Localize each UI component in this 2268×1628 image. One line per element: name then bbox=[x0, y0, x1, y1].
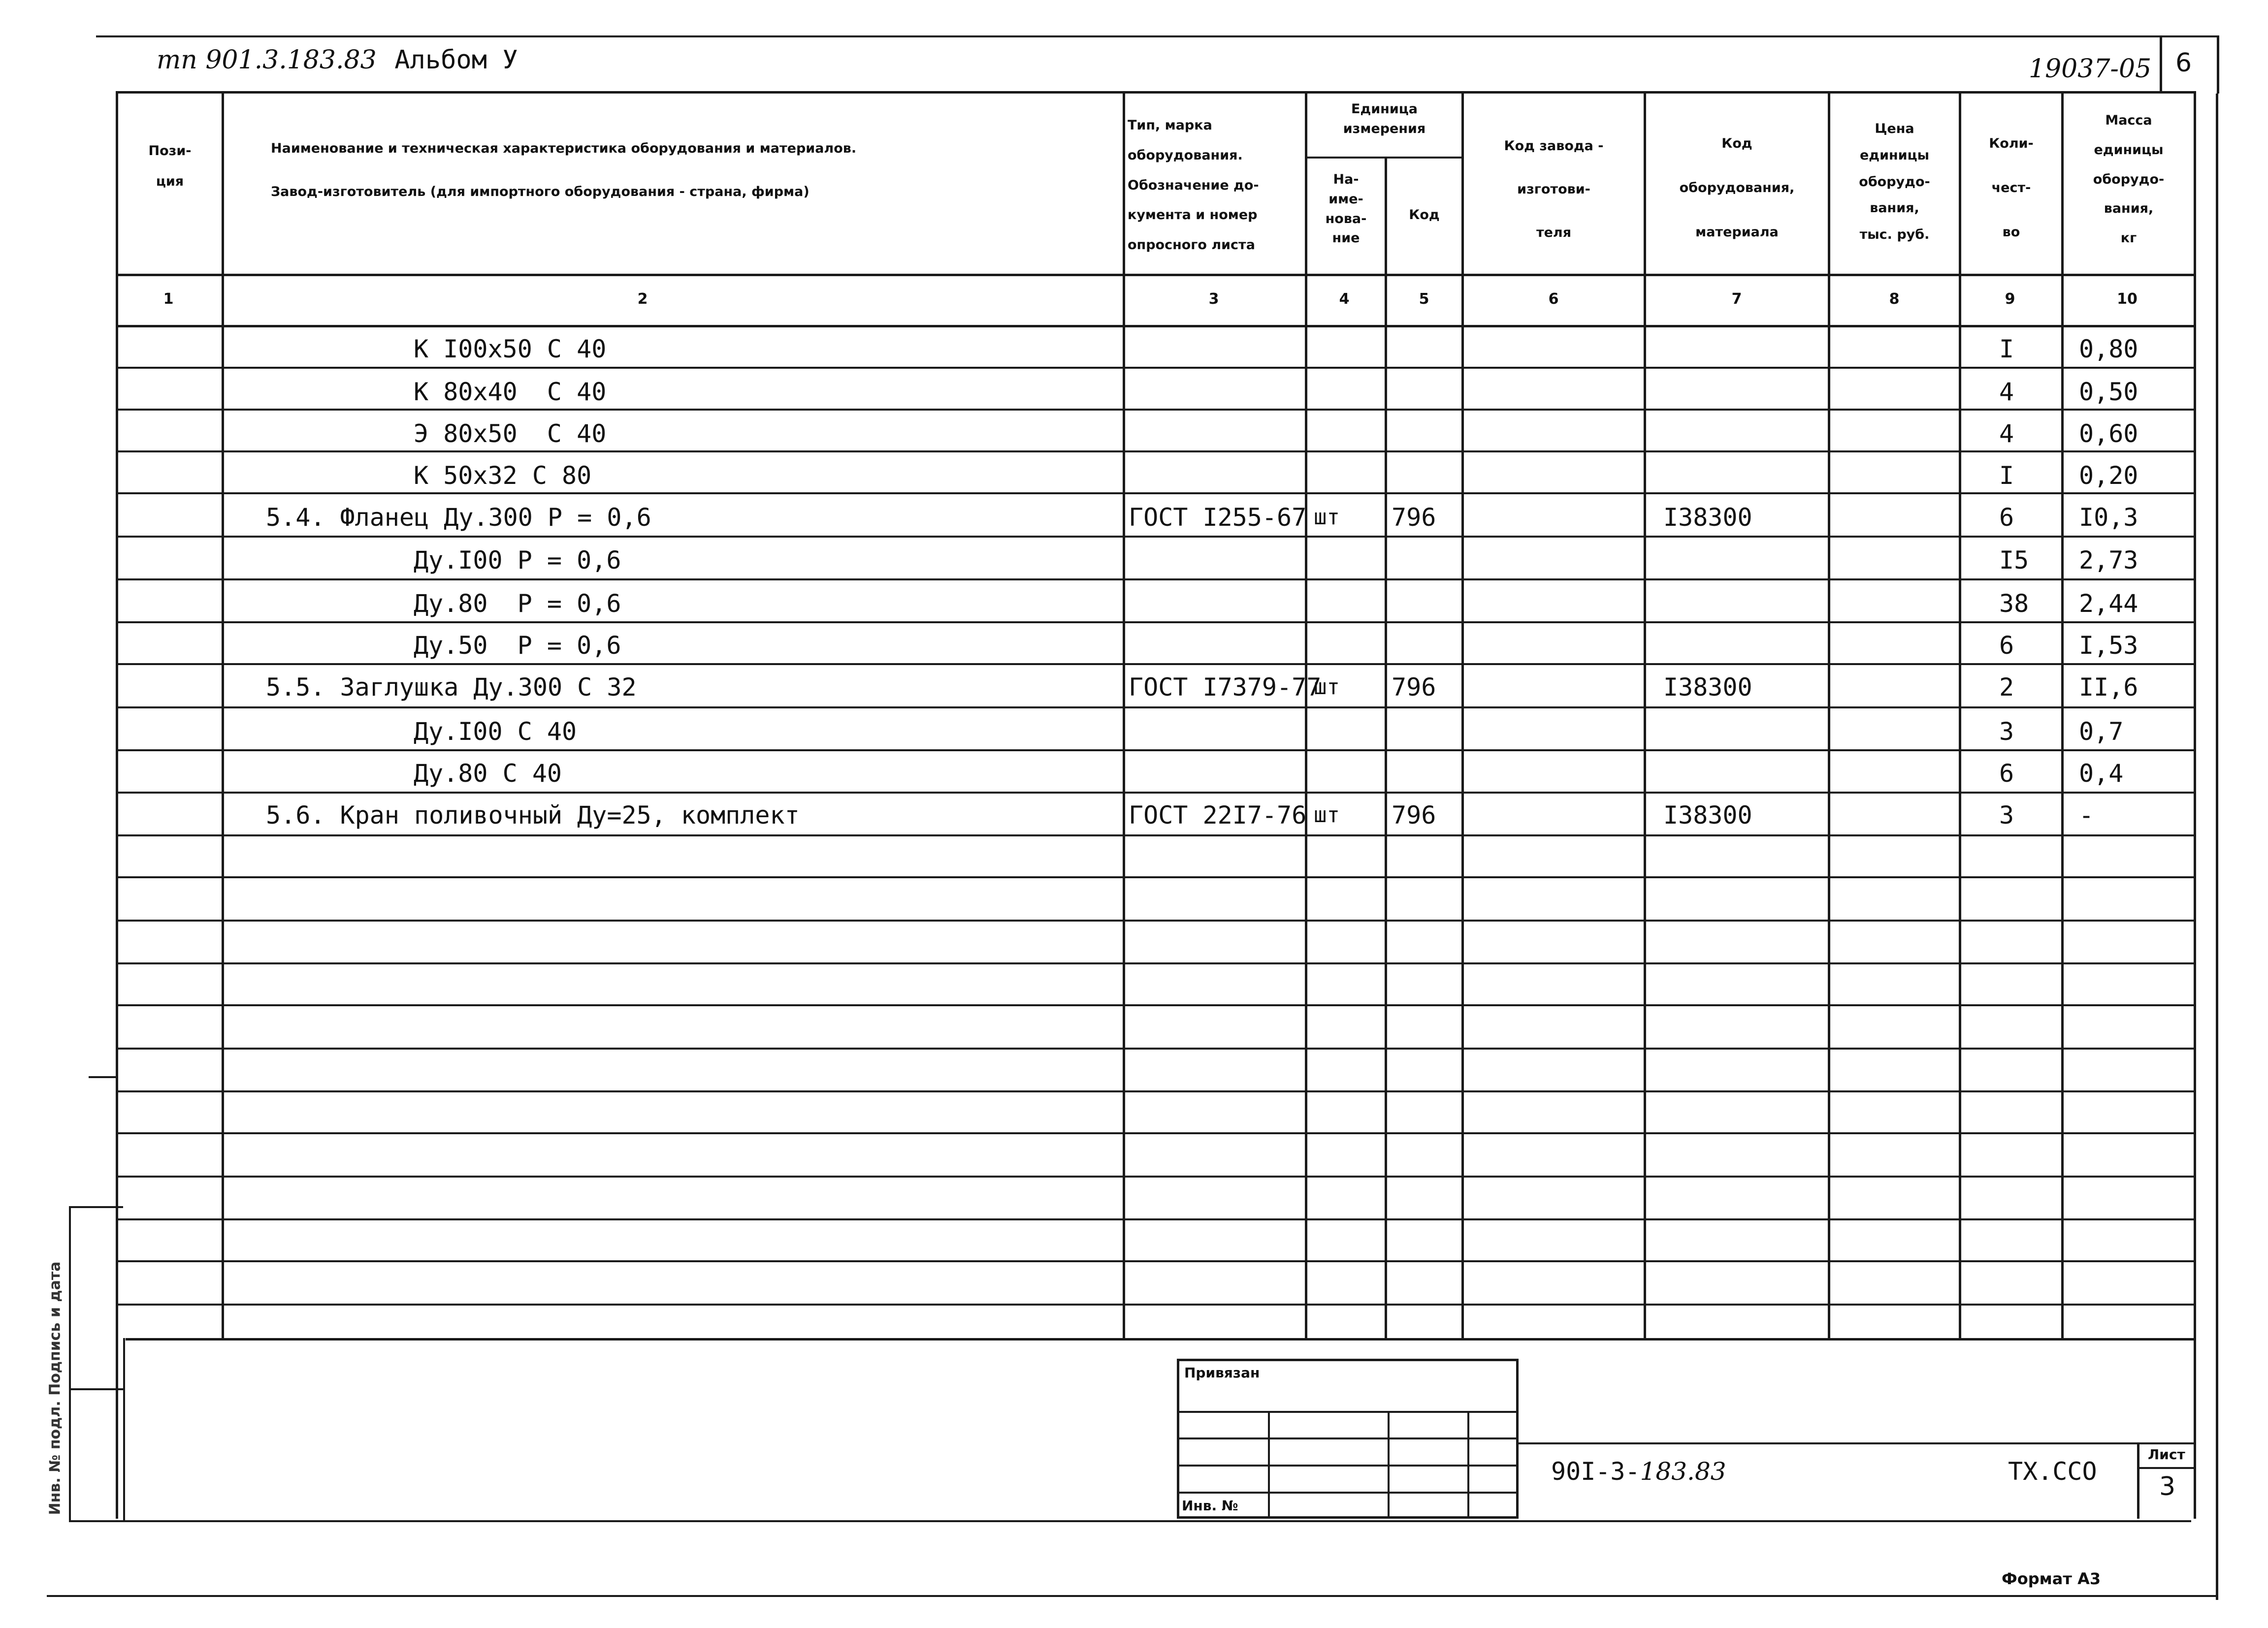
col-border-3 bbox=[1305, 91, 1307, 1338]
item-quantity: I bbox=[1999, 461, 2014, 490]
column-number-2: 2 bbox=[637, 290, 648, 308]
item-name: Ду.50 Р = 0,6 bbox=[414, 631, 621, 660]
stamp-vline-2 bbox=[1388, 1411, 1390, 1519]
item-equipment-code: I38300 bbox=[1663, 801, 1752, 830]
col-border-right bbox=[2194, 91, 2196, 1519]
item-name: 5.4. Фланец Ду.300 Р = 0,6 bbox=[266, 503, 651, 532]
col-border-1 bbox=[222, 91, 224, 1338]
header-mass: Масса единицы оборудо- вания, кг bbox=[2093, 113, 2165, 246]
row-divider bbox=[118, 409, 2194, 411]
row-divider bbox=[118, 792, 2194, 794]
item-name: Ду.80 Р = 0,6 bbox=[414, 589, 621, 618]
item-equipment-code: I38300 bbox=[1663, 503, 1752, 532]
col-border-2 bbox=[1123, 91, 1125, 1338]
archive-number: 19037-05 bbox=[2029, 54, 2152, 84]
title-block-top bbox=[1519, 1442, 2194, 1444]
item-unit-code: 796 bbox=[1392, 801, 1436, 830]
item-mass: 0,7 bbox=[2079, 717, 2124, 746]
item-quantity: I5 bbox=[1999, 546, 2029, 575]
row-divider bbox=[118, 1304, 2194, 1306]
item-quantity: 4 bbox=[1999, 378, 2014, 406]
item-name: 5.6. Кран поливочный Ду=25, комплект bbox=[266, 801, 800, 830]
item-quantity: 2 bbox=[1999, 673, 2014, 702]
item-name: К 80х40 С 40 bbox=[414, 378, 607, 406]
bound-label: Привязан bbox=[1184, 1365, 1260, 1381]
row-divider bbox=[118, 1004, 2194, 1006]
column-number-5: 5 bbox=[1419, 290, 1429, 308]
header-type: Тип, марка оборудования. Обозначение до- кумента и номер опросного листа bbox=[1128, 118, 1259, 253]
row-divider bbox=[118, 749, 2194, 751]
frame-right-line bbox=[2216, 94, 2218, 1600]
item-mass: 0,50 bbox=[2079, 378, 2138, 406]
document-mark: ТХ.ССО bbox=[2008, 1457, 2097, 1486]
item-document: ГОСТ I7379-77 bbox=[1129, 673, 1322, 702]
column-number-7: 7 bbox=[1731, 290, 1742, 308]
item-quantity: 3 bbox=[1999, 717, 2014, 746]
row-divider bbox=[118, 834, 2194, 836]
item-name: Э 80х50 С 40 bbox=[414, 419, 607, 448]
row-divider bbox=[118, 1260, 2194, 1262]
numbers-bottom-border bbox=[118, 325, 2196, 327]
corner-box-left bbox=[2160, 35, 2162, 94]
item-quantity: 6 bbox=[1999, 503, 2014, 532]
item-quantity: I bbox=[1999, 335, 2014, 363]
item-name: Ду.I00 С 40 bbox=[414, 717, 577, 746]
row-divider bbox=[118, 1090, 2194, 1092]
item-name: К 50х32 С 80 bbox=[414, 461, 592, 490]
col-border-4 bbox=[1385, 157, 1387, 1338]
document-title-code: тп 901.3.183.83 bbox=[157, 45, 377, 75]
header-unit-name: На- име- нова- ние bbox=[1325, 172, 1367, 246]
document-code bbox=[1551, 1457, 1726, 1486]
header-equipment-code: Код оборудования, материала bbox=[1679, 136, 1795, 240]
row-divider bbox=[118, 367, 2194, 369]
item-quantity: 3 bbox=[1999, 801, 2014, 830]
sheet-label: Лист bbox=[2148, 1446, 2185, 1463]
item-unit-code: 796 bbox=[1392, 503, 1436, 532]
column-number-10: 10 bbox=[2117, 290, 2138, 308]
item-mass: 2,44 bbox=[2079, 589, 2138, 618]
item-mass: 0,20 bbox=[2079, 461, 2138, 490]
item-mass: II,6 bbox=[2079, 673, 2138, 702]
item-document: ГОСТ 22I7-76 bbox=[1129, 801, 1307, 830]
header-unit-code: Код bbox=[1409, 207, 1440, 223]
document-code-printed: 90I-3- bbox=[1551, 1457, 1640, 1486]
header-position: Пози- ция bbox=[148, 143, 192, 189]
header-quantity: Коли- чест- во bbox=[1989, 136, 2034, 240]
paper-format-label: Формат А3 bbox=[2002, 1569, 2101, 1588]
row-divider bbox=[118, 876, 2194, 878]
row-divider bbox=[118, 492, 2194, 494]
row-divider bbox=[118, 1176, 2194, 1178]
margin-bottom-line bbox=[69, 1520, 2191, 1522]
column-number-4: 4 bbox=[1339, 290, 1350, 308]
margin-line-outer bbox=[69, 1206, 71, 1521]
document-title bbox=[157, 45, 518, 75]
item-equipment-code: I38300 bbox=[1663, 673, 1752, 702]
col-border-7 bbox=[1828, 91, 1830, 1338]
item-mass: I0,3 bbox=[2079, 503, 2138, 532]
frame-bottom-line bbox=[47, 1595, 2218, 1597]
row-divider bbox=[118, 578, 2194, 580]
row-divider bbox=[118, 1048, 2194, 1050]
album-label: Альбом У bbox=[394, 45, 518, 75]
margin-line-inner bbox=[123, 1338, 125, 1521]
item-unit: шт bbox=[1314, 802, 1340, 828]
table-bottom-border bbox=[126, 1338, 2196, 1341]
table-top-border bbox=[116, 91, 2196, 94]
item-mass: 0,80 bbox=[2079, 335, 2138, 363]
header-bottom-border bbox=[116, 274, 2196, 276]
row-divider bbox=[118, 1132, 2194, 1134]
col-border-5 bbox=[1461, 91, 1464, 1338]
item-name: 5.5. Заглушка Ду.300 С 32 bbox=[266, 673, 637, 702]
item-unit-code: 796 bbox=[1392, 673, 1436, 702]
column-number-6: 6 bbox=[1548, 290, 1559, 308]
sheet-number: 3 bbox=[2159, 1472, 2176, 1501]
row-divider bbox=[118, 536, 2194, 538]
header-unit-group: Единица измерения bbox=[1343, 101, 1426, 136]
item-name: Ду.I00 Р = 0,6 bbox=[414, 546, 621, 575]
col-border-6 bbox=[1644, 91, 1646, 1338]
row-divider bbox=[118, 706, 2194, 708]
item-document: ГОСТ I255-67 bbox=[1129, 503, 1307, 532]
margin-vertical-text: Инв. № подл. Подпись и дата bbox=[46, 1261, 64, 1515]
item-name: Ду.80 С 40 bbox=[414, 759, 562, 788]
row-divider bbox=[118, 1218, 2194, 1220]
header-price: Цена единицы оборудо- вания, тыс. руб. bbox=[1859, 121, 1930, 242]
item-unit: шт bbox=[1314, 505, 1340, 530]
row-divider bbox=[118, 663, 2194, 665]
margin-tick-1 bbox=[89, 1076, 118, 1078]
column-number-3: 3 bbox=[1208, 290, 1219, 308]
row-divider bbox=[118, 962, 2194, 964]
row-divider bbox=[118, 450, 2194, 452]
item-quantity: 6 bbox=[1999, 759, 2014, 788]
item-mass: - bbox=[2079, 801, 2094, 830]
row-divider bbox=[118, 920, 2194, 922]
col-border-left bbox=[116, 91, 118, 1519]
corner-sheet-number: 6 bbox=[2175, 48, 2192, 78]
item-mass: 2,73 bbox=[2079, 546, 2138, 575]
inventory-number-label: Инв. № bbox=[1182, 1498, 1238, 1514]
margin-tick-2 bbox=[69, 1206, 123, 1208]
header-name: Наименование и техническая характеристика оборудования и материалов. Завод-изготовитель (для импортного оборудования - страна, фирма) bbox=[271, 141, 857, 199]
col-border-9 bbox=[2061, 91, 2064, 1338]
item-quantity: 4 bbox=[1999, 419, 2014, 448]
item-unit: шт bbox=[1314, 674, 1340, 700]
unit-subheader-border bbox=[1305, 157, 1461, 159]
header-factory-code: Код завода - изготови- теля bbox=[1504, 138, 1604, 240]
column-number-8: 8 bbox=[1889, 290, 1900, 308]
col-border-8 bbox=[1959, 91, 1961, 1338]
sheet-box-divider bbox=[2137, 1467, 2194, 1469]
stamp-vline-1 bbox=[1268, 1411, 1270, 1519]
row-divider bbox=[118, 621, 2194, 623]
corner-box-right bbox=[2217, 35, 2219, 94]
column-number-1: 1 bbox=[163, 290, 174, 308]
column-number-9: 9 bbox=[2005, 290, 2015, 308]
stamp-vline-3 bbox=[1467, 1411, 1469, 1519]
item-quantity: 6 bbox=[1999, 631, 2014, 660]
item-mass: 0,4 bbox=[2079, 759, 2124, 788]
document-code-handwritten: 183.83 bbox=[1640, 1457, 1726, 1486]
item-name: К I00х50 С 40 bbox=[414, 335, 607, 363]
item-quantity: 38 bbox=[1999, 589, 2029, 618]
frame-top-line bbox=[96, 35, 2218, 37]
margin-tick-3 bbox=[69, 1388, 123, 1390]
item-mass: I,53 bbox=[2079, 631, 2138, 660]
item-mass: 0,60 bbox=[2079, 419, 2138, 448]
